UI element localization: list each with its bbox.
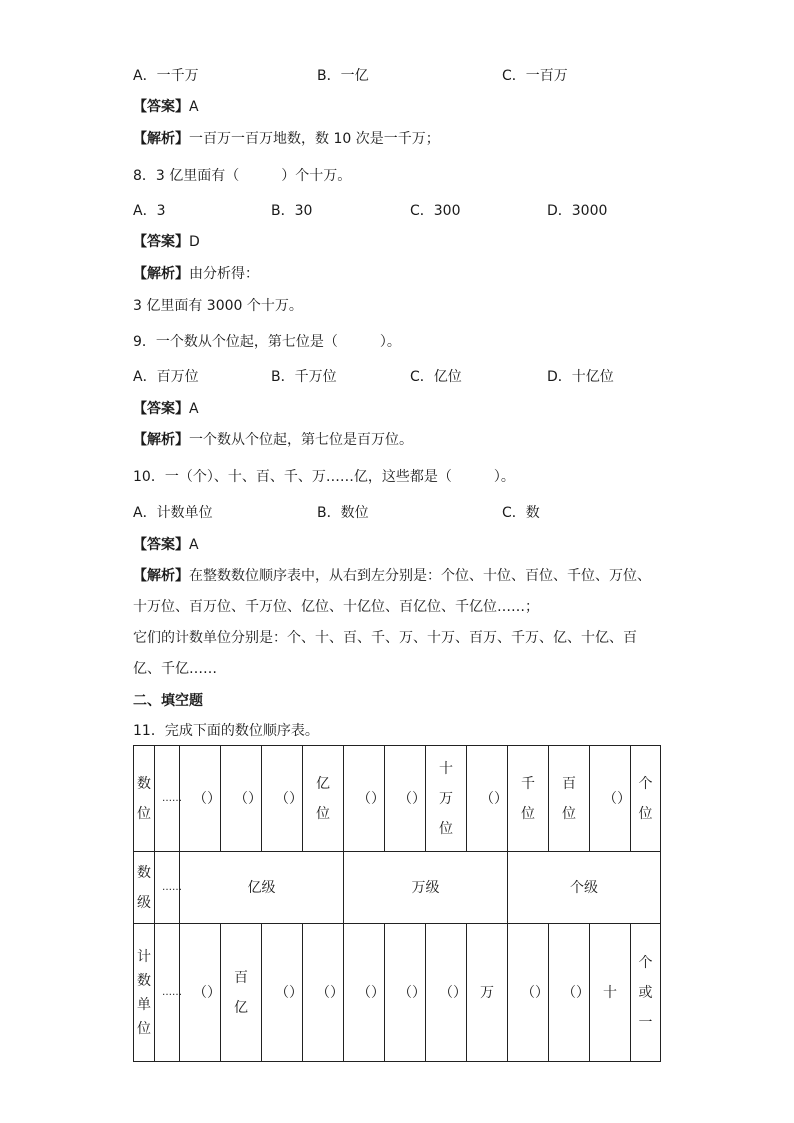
answer-tag: 【答案】 <box>133 537 189 553</box>
blank-cell: （） <box>385 746 426 852</box>
blank-cell: （） <box>508 924 549 1062</box>
q8-option-a: A．3 <box>133 203 166 219</box>
analysis-text: 由分析得： <box>189 266 259 282</box>
q8-option-d: D．3000 <box>547 203 608 219</box>
blank-cell: （） <box>344 924 385 1062</box>
cell-yi-class: 亿级 <box>180 852 344 924</box>
cell: 十万位 <box>426 746 467 852</box>
answer-tag: 【答案】 <box>133 99 189 115</box>
q10-analysis-line-4: 亿、千亿…… <box>133 661 217 677</box>
blank-cell: （） <box>467 746 508 852</box>
analysis-tag: 【解析】 <box>133 568 189 584</box>
q8-analysis-line-2: 3 亿里面有 3000 个十万。 <box>133 298 303 314</box>
q10-stem: 10．一（个）、十、百、千、万……亿，这些都是（ ）。 <box>133 469 515 485</box>
blank-cell: （） <box>385 924 426 1062</box>
q10-analysis <box>133 566 651 586</box>
answer-value: A <box>189 537 199 553</box>
cell: …… <box>155 852 180 924</box>
answer-tag: 【答案】 <box>133 234 189 250</box>
q9-option-a: A．百万位 <box>133 369 199 385</box>
digit-place-table <box>133 745 661 1062</box>
cell: 个位 <box>631 746 661 852</box>
q7-analysis <box>133 129 440 149</box>
q9-answer <box>133 399 199 419</box>
q8-answer <box>133 232 200 252</box>
table-row-class <box>134 852 661 924</box>
analysis-text: 一个数从个位起，第七位是百万位。 <box>189 432 413 448</box>
answer-value: D <box>189 234 200 250</box>
q7-option-b: B．一亿 <box>317 68 369 84</box>
q10-option-b: B．数位 <box>317 505 369 521</box>
analysis-text: 在整数数位顺序表中，从右到左分别是：个位、十位、百位、千位、万位、 <box>189 568 651 584</box>
q7-answer <box>133 97 199 117</box>
analysis-text: 一百万一百万地数，数 10 次是一千万； <box>189 131 440 147</box>
cell: 万 <box>467 924 508 1062</box>
blank-cell: （） <box>262 924 303 1062</box>
cell: 个或一 <box>631 924 661 1062</box>
q10-analysis-line-2: 十万位、百万位、千万位、亿位、十亿位、百亿位、千亿位……； <box>133 599 539 615</box>
cell: 千位 <box>508 746 549 852</box>
q9-option-b: B．千万位 <box>271 369 337 385</box>
blank-cell: （） <box>180 746 221 852</box>
blank-cell: （） <box>262 746 303 852</box>
q11-stem: 11．完成下面的数位顺序表。 <box>133 723 319 739</box>
q9-option-c: C．亿位 <box>410 369 462 385</box>
cell: …… <box>155 924 180 1062</box>
q7-option-a: A．一千万 <box>133 68 199 84</box>
cell: 亿位 <box>303 746 344 852</box>
analysis-tag: 【解析】 <box>133 266 189 282</box>
blank-cell: （） <box>426 924 467 1062</box>
blank-cell: （） <box>549 924 590 1062</box>
row-header-place: 数位 <box>134 746 155 852</box>
row-header-unit: 计数单位 <box>134 924 155 1062</box>
q9-stem: 9．一个数从个位起，第七位是（ ）。 <box>133 334 401 350</box>
table-row-place <box>134 746 661 852</box>
answer-tag: 【答案】 <box>133 401 189 417</box>
analysis-tag: 【解析】 <box>133 131 189 147</box>
answer-value: A <box>189 99 199 115</box>
blank-cell: （） <box>180 924 221 1062</box>
cell: …… <box>155 746 180 852</box>
q10-analysis-line-3: 它们的计数单位分别是：个、十、百、千、万、十万、百万、千万、亿、十亿、百 <box>133 630 637 646</box>
cell: 十 <box>590 924 631 1062</box>
q10-answer <box>133 535 199 555</box>
cell: 百位 <box>549 746 590 852</box>
blank-cell: （） <box>344 746 385 852</box>
answer-value: A <box>189 401 199 417</box>
blank-cell: （） <box>590 746 631 852</box>
blank-cell: （） <box>221 746 262 852</box>
q8-option-c: C．300 <box>410 203 461 219</box>
q10-option-c: C．数 <box>502 505 540 521</box>
table-row-unit <box>134 924 661 1062</box>
cell-ge-class: 个级 <box>508 852 661 924</box>
q10-option-a: A．计数单位 <box>133 505 213 521</box>
cell: 百亿 <box>221 924 262 1062</box>
section-heading: 二、填空题 <box>133 693 203 709</box>
q8-option-b: B．30 <box>271 203 313 219</box>
q9-option-d: D．十亿位 <box>547 369 614 385</box>
q8-analysis <box>133 264 259 284</box>
blank-cell: （） <box>303 924 344 1062</box>
cell-wan-class: 万级 <box>344 852 508 924</box>
row-header-class: 数级 <box>134 852 155 924</box>
analysis-tag: 【解析】 <box>133 432 189 448</box>
q7-option-c: C．一百万 <box>502 68 568 84</box>
q8-stem: 8．3 亿里面有（ ）个十万。 <box>133 168 352 184</box>
q9-analysis <box>133 430 413 450</box>
